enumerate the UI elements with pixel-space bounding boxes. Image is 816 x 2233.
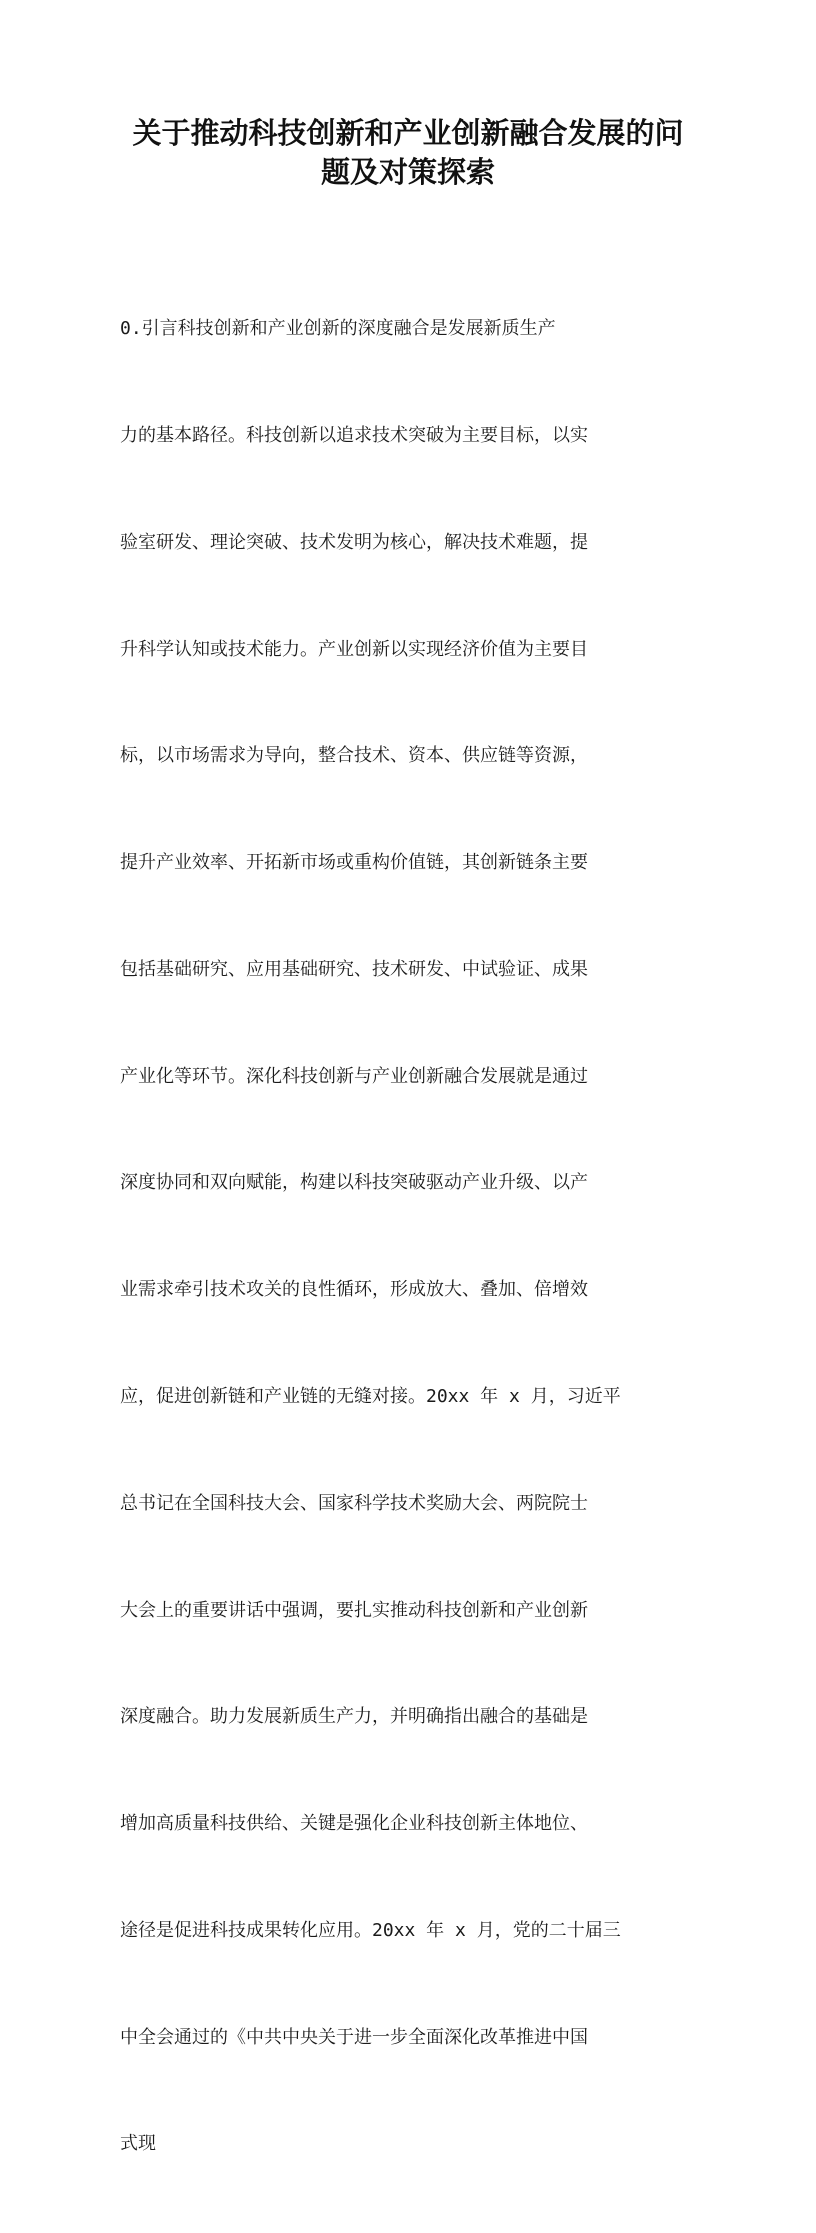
body-line: 增加高质量科技供给、关键是强化企业科技创新主体地位、: [120, 1813, 588, 1835]
body-line: 验室研发、理论突破、技术发明为核心，解决技术难题，提: [120, 531, 588, 553]
document-title: [120, 114, 696, 192]
body-line: 式现: [120, 2133, 156, 2155]
title-line: 关于推动科技创新和产业创新融合发展的问: [132, 116, 684, 150]
body-line: 产业化等环节。深化科技创新与产业创新融合发展就是通过: [120, 1065, 588, 1087]
body-line: 0.引言科技创新和产业创新的深度融合是发展新质生产: [120, 318, 556, 340]
body-line: 应，促进创新链和产业链的无缝对接。20xx 年 x 月，习近平: [120, 1386, 621, 1407]
body-line: 标，以市场需求为导向，整合技术、资本、供应链等资源，: [120, 745, 588, 767]
body-line: 总书记在全国科技大会、国家科学技术奖励大会、两院院士: [120, 1492, 588, 1514]
body-line: 深度融合。助力发展新质生产力，并明确指出融合的基础是: [120, 1706, 588, 1728]
body-paragraph: [120, 240, 696, 2233]
body-line: 深度协同和双向赋能，构建以科技突破驱动产业升级、以产: [120, 1172, 588, 1194]
body-line: 途径是促进科技成果转化应用。20xx 年 x 月，党的二十届三: [120, 1919, 621, 1941]
body-line: 业需求牵引技术攻关的良性循环，形成放大、叠加、倍增效: [120, 1279, 588, 1301]
body-line: 中全会通过的《中共中央关于进一步全面深化改革推进中国: [120, 2026, 588, 2048]
title-line: 题及对策探索: [320, 155, 495, 189]
body-line: 提升产业效率、开拓新市场或重构价值链，其创新链条主要: [120, 852, 588, 874]
body-line: 升科学认知或技术能力。产业创新以实现经济价值为主要目: [120, 638, 588, 660]
body-line: 大会上的重要讲话中强调，要扎实推动科技创新和产业创新: [120, 1599, 588, 1621]
body-line: 包括基础研究、应用基础研究、技术研发、中试验证、成果: [120, 958, 588, 980]
body-line: 力的基本路径。科技创新以追求技术突破为主要目标，以实: [120, 424, 588, 446]
